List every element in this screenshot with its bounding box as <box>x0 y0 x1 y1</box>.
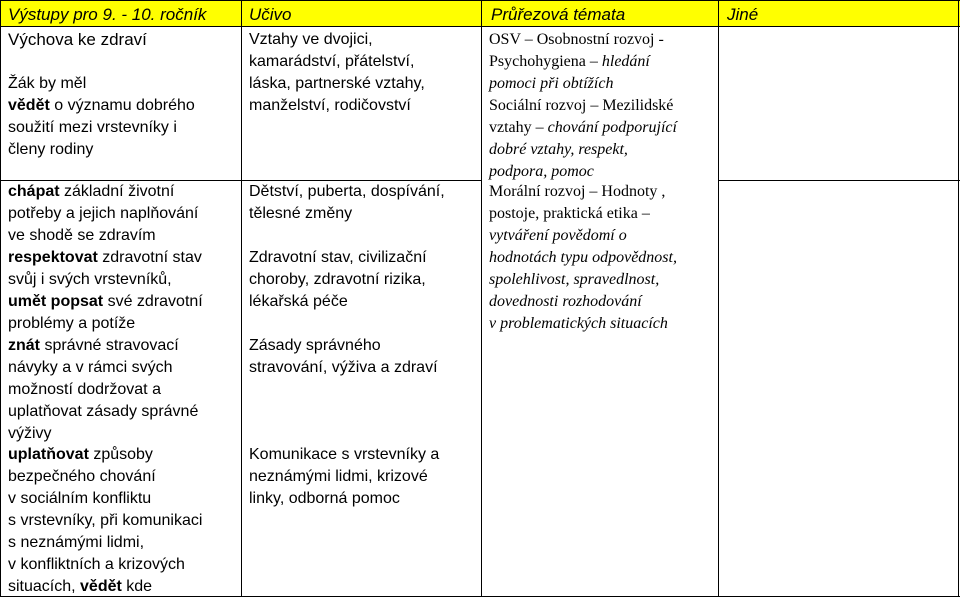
outcome-line: s neznámými lidmi, <box>8 534 145 551</box>
curriculum-line: Komunikace s vrstevníky a <box>249 446 440 463</box>
curriculum-block-relationships <box>249 29 425 117</box>
theme-line: postoje, praktická etika – <box>489 205 650 222</box>
theme-text-italic: hledání <box>601 53 650 70</box>
theme-line: Morální rozvoj – Hodnoty , <box>489 183 666 200</box>
theme-line: v problematických situacích <box>489 315 668 332</box>
outcome-line: možností dodržovat a <box>8 381 161 398</box>
grid-line <box>481 0 482 597</box>
outcome-line: členy rodiny <box>8 141 94 158</box>
grid-line <box>0 26 960 27</box>
outcome-line <box>8 247 203 269</box>
outcome-line: potřeby a jejich naplňování <box>8 205 199 222</box>
curriculum-line: Zdravotní stav, civilizační <box>249 249 427 266</box>
curriculum-block-communication <box>249 444 439 510</box>
theme-line: dobré vztahy, respekt, <box>489 141 628 158</box>
theme-block-moral <box>489 181 677 335</box>
curriculum-line: manželství, rodičovství <box>249 97 411 114</box>
outcome-block-nutrition <box>8 335 198 445</box>
outcome-line: svůj i svých vrstevníků, <box>8 271 172 288</box>
outcome-line: návyky a v rámci svých <box>8 359 173 376</box>
outcome-verb: respektovat <box>8 249 98 266</box>
outcome-block-relationships <box>8 29 195 161</box>
curriculum-line: Zásady správného <box>249 337 381 354</box>
outcome-text: o významu dobrého <box>49 97 195 114</box>
outcome-verb: chápat <box>8 183 60 200</box>
outcome-line: Žák by měl <box>8 75 87 92</box>
curriculum-line: choroby, zdravotní rizika, <box>249 271 426 288</box>
curriculum-line: lékařská péče <box>249 293 348 310</box>
curriculum-block-puberty <box>249 181 445 225</box>
theme-line: podpora, pomoc <box>489 163 594 180</box>
outcome-text: způsoby <box>88 446 153 463</box>
outcome-line: bezpečného chování <box>8 468 156 485</box>
outcome-line: v konfliktních a krizových <box>8 556 185 573</box>
outcome-text: kde <box>121 578 153 595</box>
curriculum-line: Vztahy ve dvojici, <box>249 31 373 48</box>
outcome-line: s vrstevníky, při komunikaci <box>8 512 203 529</box>
theme-line <box>489 117 677 139</box>
header-row <box>0 0 960 27</box>
outcome-block-health <box>8 247 203 335</box>
outcome-text: své zdravotní <box>103 293 203 310</box>
grid-line <box>718 0 719 597</box>
header-curriculum: Učivo <box>249 5 292 24</box>
curriculum-line: stravování, výživa a zdraví <box>249 359 438 376</box>
theme-line: OSV – Osobnostní rozvoj - <box>489 31 664 48</box>
theme-line: vytváření povědomí o <box>489 227 627 244</box>
outcome-line: problémy a potíže <box>8 315 136 332</box>
curriculum-block-health <box>249 247 427 313</box>
grid-line <box>0 0 1 597</box>
grid-line <box>718 180 960 181</box>
outcome-line <box>8 51 195 73</box>
outcome-line: v sociálním konfliktu <box>8 490 152 507</box>
outcome-line <box>8 291 203 313</box>
curriculum-line: kamarádství, přátelství, <box>249 53 415 70</box>
theme-line: hodnotách typu odpovědnost, <box>489 249 677 266</box>
outcome-line: výživy <box>8 425 52 442</box>
header-outcomes: Výstupy pro 9. - 10. ročník <box>8 5 207 24</box>
theme-line: dovednosti rozhodování <box>489 293 642 310</box>
theme-line: Sociální rozvoj – Mezilidské <box>489 97 674 114</box>
theme-line <box>489 51 677 73</box>
outcome-line <box>8 444 202 466</box>
grid-line <box>241 0 242 597</box>
outcome-verb: znát <box>8 337 40 354</box>
curriculum-line: linky, odborná pomoc <box>249 490 400 507</box>
outcome-text: situacích, <box>8 578 81 595</box>
outcome-verb: vědět <box>8 97 50 114</box>
outcome-line: soužití mezi vrstevníky i <box>8 119 177 136</box>
outcome-line: uplatňovat zásady správné <box>8 403 199 420</box>
section-title: Výchova ke zdraví <box>8 30 147 49</box>
curriculum-line: láska, partnerské vztahy, <box>249 75 425 92</box>
outcome-verb: uplatňovat <box>8 446 89 463</box>
outcome-block-safety <box>8 444 202 598</box>
header-other: Jiné <box>727 5 759 24</box>
outcome-block-needs <box>8 181 198 247</box>
outcome-line <box>8 181 198 203</box>
outcome-text: zdravotní stav <box>97 249 202 266</box>
curriculum-line: tělesné změny <box>249 205 353 222</box>
outcome-line <box>8 576 202 598</box>
theme-text-italic: chování podporující <box>547 119 677 136</box>
theme-block-personal-social <box>489 29 677 183</box>
theme-line: pomoci při obtížích <box>489 75 614 92</box>
outcome-line: ve shodě se zdravím <box>8 227 156 244</box>
outcome-verb: umět popsat <box>8 293 104 310</box>
outcome-line <box>8 95 195 117</box>
grid-line <box>958 0 959 597</box>
theme-text: Psychohygiena – <box>489 53 602 70</box>
header-cross-themes: Průřezová témata <box>491 5 626 24</box>
outcome-line <box>8 335 198 357</box>
curriculum-line: neznámými lidmi, krizové <box>249 468 428 485</box>
theme-line: spolehlivost, spravedlnost, <box>489 271 660 288</box>
theme-text: vztahy – <box>489 119 548 136</box>
curriculum-line: Dětství, puberta, dospívání, <box>249 183 445 200</box>
outcome-verb: vědět <box>80 578 122 595</box>
curriculum-block-nutrition <box>249 335 438 379</box>
outcome-text: základní životní <box>59 183 175 200</box>
outcome-text: správné stravovací <box>40 337 179 354</box>
